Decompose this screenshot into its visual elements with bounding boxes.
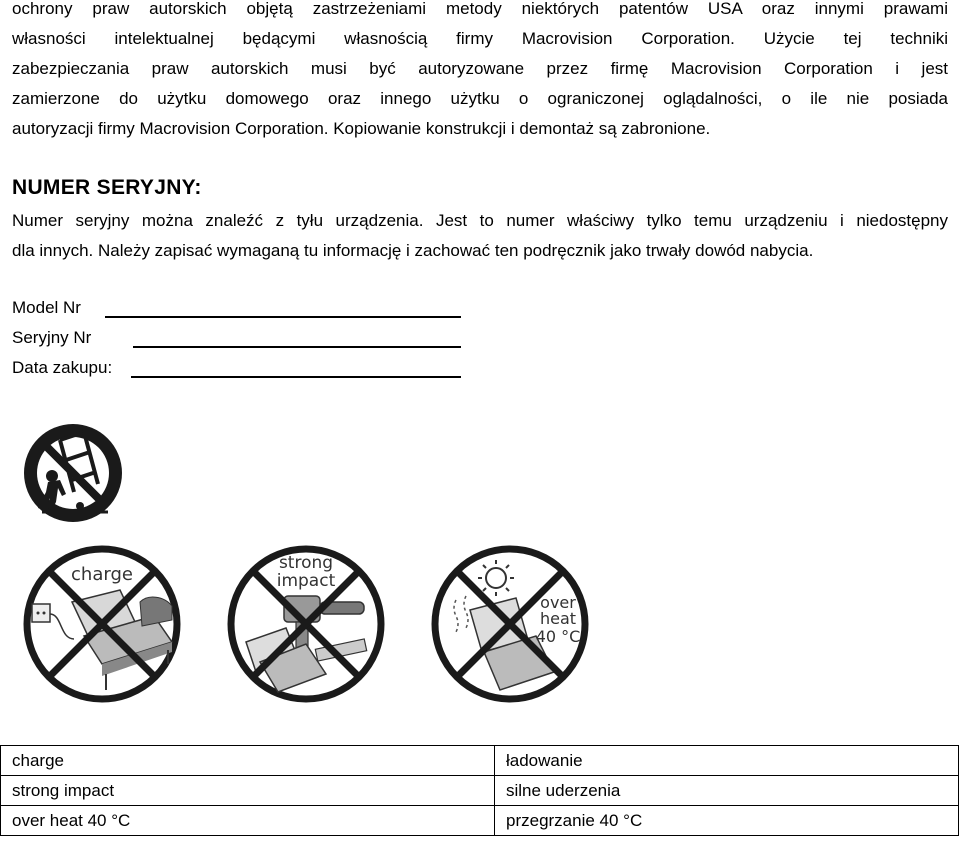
model-field xyxy=(12,298,472,322)
charge-icon-label: charge xyxy=(71,564,133,585)
impact-icon-label-1: strong xyxy=(278,553,334,573)
heat-icon-label-1: over xyxy=(540,593,576,612)
cart-tipover-warning-icon xyxy=(22,422,124,524)
date-field xyxy=(12,358,472,382)
intro-line: własności intelektualnej będącymi własnością firmy Macrovision Corporation. Użycie tej techniki xyxy=(12,29,948,48)
serial-line: dla innych. Należy zapisać wymaganą tu informację i zachować ten podręcznik jako trwały dowód nabycia. xyxy=(12,241,814,260)
model-label: Model Nr xyxy=(12,298,81,317)
legend-en-cell: over heat 40 °C xyxy=(1,806,495,836)
table-row xyxy=(1,746,959,776)
heat-icon-label-2: heat xyxy=(539,609,577,628)
intro-paragraph xyxy=(12,0,948,144)
date-label: Data zakupu: xyxy=(12,358,113,377)
serial-heading: NUMER SERYJNY: xyxy=(12,176,202,199)
serial-field xyxy=(12,328,472,352)
intro-line: zamierzone do użytku domowego oraz innego użytku o ograniczonej oglądalności, o ile nie posiada xyxy=(12,89,948,108)
legend-en-cell: strong impact xyxy=(1,776,495,806)
intro-line: ochrony praw autorskich objętą zastrzeżeniami metody niektórych patentów USA oraz innymi prawami xyxy=(12,0,948,18)
legend-pl-cell: silne uderzenia xyxy=(495,776,959,806)
heat-icon-label-3: 40 °C xyxy=(535,627,581,646)
no-over-heat-icon xyxy=(430,544,590,704)
table-row xyxy=(1,806,959,836)
legend-pl-cell: przegrzanie 40 °C xyxy=(495,806,959,836)
serial-line: Numer seryjny można znaleźć z tyłu urządzenia. Jest to numer właściwy tylko temu urządzeniu i niedostępny xyxy=(12,211,948,230)
legend-table xyxy=(0,745,959,836)
serial-fill-line[interactable] xyxy=(133,346,461,348)
model-fill-line[interactable] xyxy=(105,316,461,318)
intro-line: zabezpieczania praw autorskich musi być autoryzowane przez firmę Macrovision Corporation i jest xyxy=(12,59,948,78)
legend-pl-cell: ładowanie xyxy=(495,746,959,776)
no-charge-icon xyxy=(22,544,182,704)
intro-line: autoryzacji firmy Macrovision Corporation. Kopiowanie konstrukcji i demontaż są zabronione. xyxy=(12,119,711,138)
serial-label: Seryjny Nr xyxy=(12,328,92,347)
serial-paragraph xyxy=(12,206,948,266)
legend-en-cell: charge xyxy=(1,746,495,776)
no-strong-impact-icon xyxy=(226,544,386,704)
impact-icon-label-2: impact xyxy=(276,571,336,591)
date-fill-line[interactable] xyxy=(131,376,461,378)
table-row xyxy=(1,776,959,806)
